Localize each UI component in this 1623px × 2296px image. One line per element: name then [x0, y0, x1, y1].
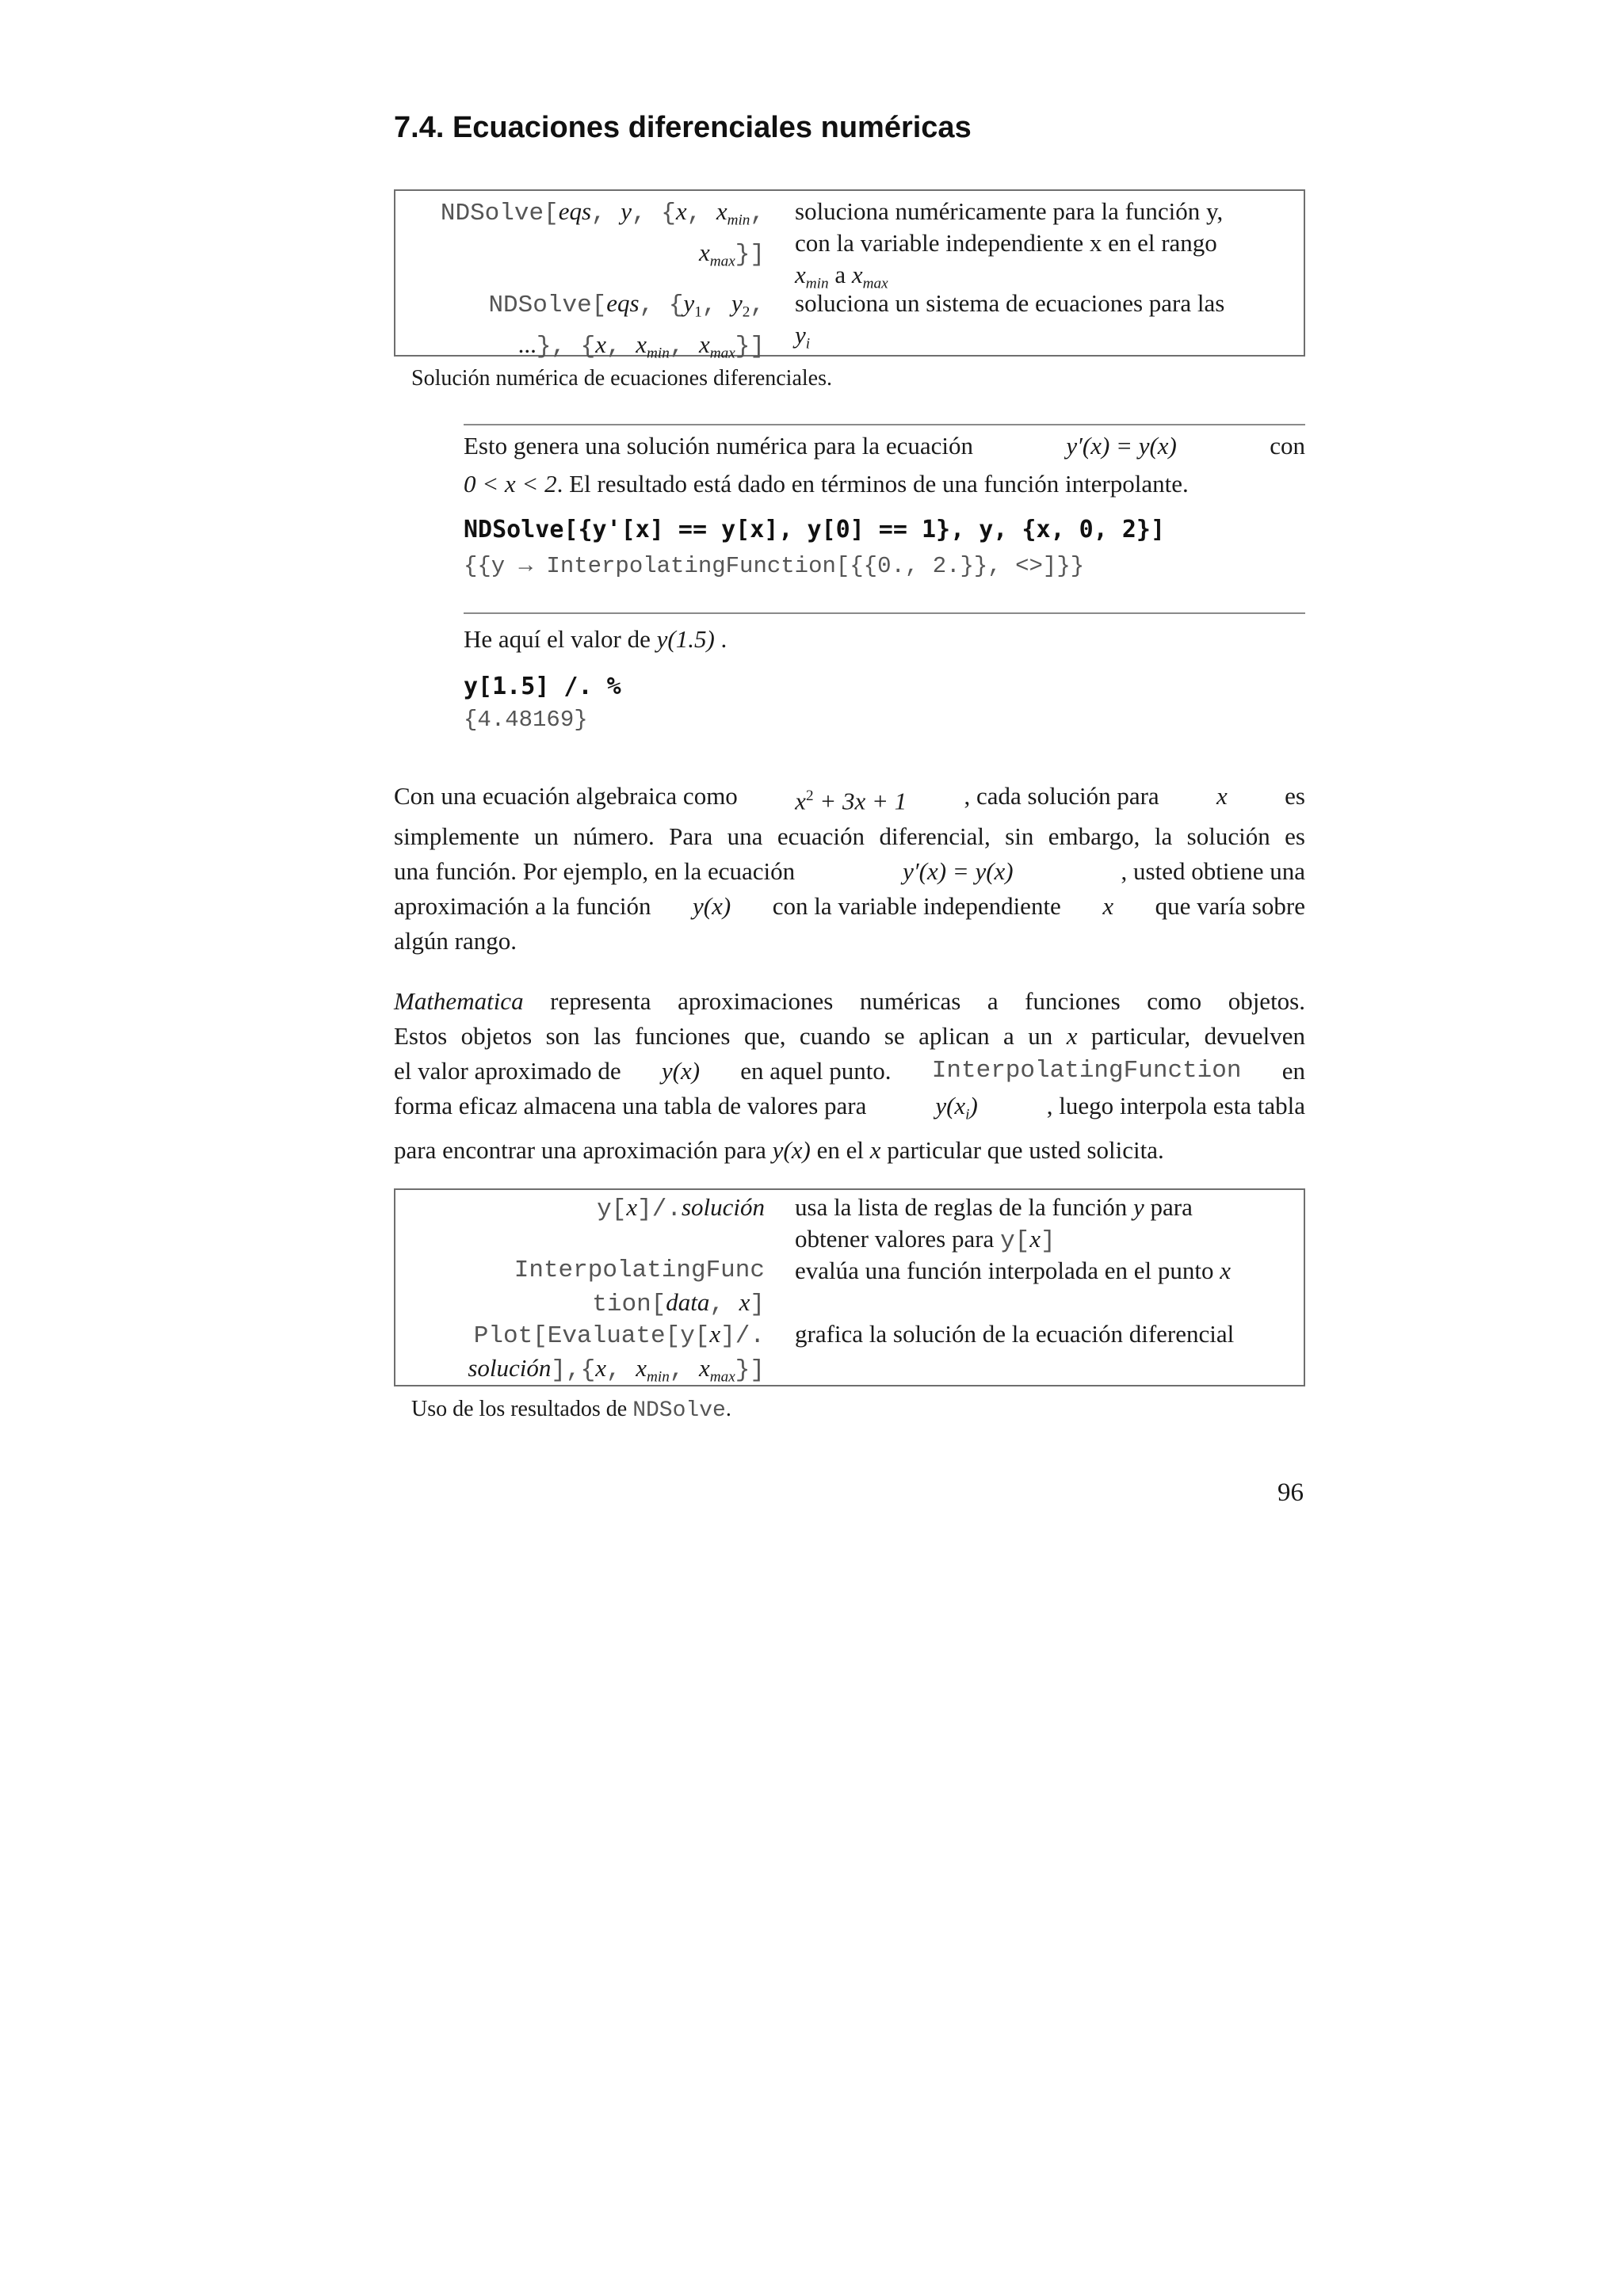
code-text: ]/.: [637, 1196, 682, 1223]
math-expression: 0 < x < 2: [464, 470, 557, 498]
description-line: con la variable independiente x en el rango: [795, 229, 1217, 257]
text-span: que varía sobre: [1155, 891, 1305, 920]
text-span: Estos objetos son las funciones que, cuando se aplican a un: [394, 1022, 1067, 1050]
code-text: }]: [735, 1356, 765, 1384]
math-var: x: [795, 261, 806, 288]
function-syntax: [395, 1255, 765, 1321]
text-span: , usted obtiene una: [1121, 856, 1305, 885]
code-text: Plot[Evaluate[y[: [473, 1322, 710, 1350]
cell-divider: [464, 424, 1305, 425]
code-text: NDSolve[: [488, 292, 607, 319]
math-var: x: [1216, 782, 1228, 810]
subscript: i: [965, 1106, 970, 1123]
arg-text: eqs: [606, 289, 640, 317]
code-text: y[: [597, 1196, 627, 1223]
caption-text: Uso de los resultados de: [411, 1397, 633, 1421]
math-expression: y′(x) = y(x): [1066, 432, 1177, 460]
arg-text: solución: [681, 1193, 765, 1221]
function-table-results: [394, 1188, 1305, 1386]
code-text: , {: [639, 292, 684, 319]
cell-text: [464, 427, 1305, 503]
arg-text: x: [1029, 1225, 1041, 1253]
code-text: , {: [632, 200, 676, 227]
function-description: [795, 288, 1302, 360]
arg-text: x: [636, 330, 647, 358]
arg-text: x: [699, 1354, 710, 1382]
function-syntax: [395, 1192, 765, 1226]
code-text: ,: [669, 1356, 700, 1384]
text-span: Esto genera una solución numérica para la ecuación: [464, 432, 973, 460]
function-table-ndsolve: [394, 189, 1305, 362]
description-text: obtener valores para: [795, 1225, 1001, 1253]
code-text: y[: [1000, 1227, 1030, 1255]
description-text: usa la lista de reglas de la función: [795, 1193, 1133, 1221]
function-description: [795, 1255, 1302, 1287]
text-span: .: [720, 625, 727, 653]
math-var: x: [1102, 891, 1114, 920]
text-span: aproximación a la función: [394, 891, 651, 920]
code-text: InterpolatingFunc: [514, 1257, 765, 1284]
description-text: para: [1144, 1193, 1193, 1221]
math-var: x: [1066, 1022, 1078, 1050]
function-description: [795, 1318, 1302, 1350]
superscript: 2: [805, 788, 814, 804]
body-paragraph: [394, 779, 1305, 959]
arg-text: y: [683, 289, 695, 317]
subscript: max: [709, 253, 735, 270]
output-code: {4.48169}: [464, 707, 588, 733]
function-syntax: [395, 288, 765, 369]
subscript: min: [727, 212, 750, 229]
arg-text: x: [699, 330, 710, 358]
math-expression: y(x): [693, 891, 731, 920]
input-code: NDSolve[{y'[x] == y[x], y[0] == 1}, y, {x, 0, 2}]: [464, 516, 1166, 543]
output-code: {{y → InterpolatingFunction[{{0., 2.}}, <>]}}: [464, 553, 1085, 579]
code-text: }, {: [536, 332, 596, 360]
code-text: }]: [735, 332, 765, 360]
text-span: con la variable independiente: [772, 891, 1061, 920]
math-var: x: [851, 261, 863, 288]
notebook-cell-ndsolve: [464, 424, 1305, 590]
arg-text: eqs: [558, 197, 592, 225]
function-description: [795, 1192, 1302, 1257]
table-row: [395, 1255, 1304, 1318]
code-text: ,: [606, 1356, 636, 1384]
subscript: 2: [742, 303, 750, 321]
arg-text: x: [626, 1193, 638, 1221]
body-paragraph: [394, 984, 1305, 1168]
math-expression: y(x: [935, 1092, 966, 1119]
table-caption: [411, 1397, 731, 1423]
inline-code: NDSolve: [632, 1398, 726, 1423]
math-expression: y′(x) = y(x): [903, 856, 1014, 885]
text-span: el valor aproximado de: [394, 1057, 621, 1085]
table-caption: Solución numérica de ecuaciones diferenciales.: [411, 366, 832, 391]
inline-code: InterpolatingFunction: [931, 1057, 1242, 1085]
code-text: ]/.: [720, 1322, 765, 1350]
subscript: max: [862, 275, 888, 292]
code-text: ,: [750, 292, 765, 319]
table-row: [395, 196, 1304, 291]
software-name: Mathematica: [394, 987, 524, 1015]
math-expression: y(x): [772, 1135, 811, 1164]
text-span: con: [1270, 432, 1305, 460]
math-var: y: [1132, 1193, 1144, 1221]
cell-text: [464, 620, 1305, 658]
text-span: Con una ecuación algebraica como: [394, 782, 738, 810]
text-span: particular que usted solicita.: [880, 1135, 1164, 1164]
function-syntax: [395, 196, 765, 277]
arg-text: x: [636, 1354, 647, 1382]
ellipsis: ...: [517, 330, 537, 358]
code-text: ,: [709, 1291, 739, 1318]
text-span: en: [1281, 1057, 1305, 1085]
code-text: NDSolve[: [440, 200, 559, 227]
subscript: 1: [694, 303, 702, 321]
code-text: ,: [606, 332, 636, 360]
description-line: grafica la solución de la ecuación diferencial: [795, 1320, 1235, 1348]
math-expression: + 3x + 1: [813, 787, 907, 815]
code-text: ,: [686, 200, 716, 227]
arg-text: x: [709, 1320, 721, 1348]
math-var: x: [869, 1135, 881, 1164]
code-text: }]: [735, 240, 765, 269]
code-text: ]: [750, 1291, 765, 1318]
text-span: en el: [810, 1135, 870, 1164]
text-span: una función. Por ejemplo, en la ecuación: [394, 856, 796, 885]
subscript: max: [709, 345, 735, 362]
math-var: y: [795, 321, 806, 349]
code-text: tion[: [592, 1291, 666, 1318]
page-number: 96: [1277, 1478, 1304, 1507]
code-text: ,: [591, 200, 621, 227]
description-text: evalúa una función interpolada en el punto: [795, 1257, 1220, 1284]
text-span: es: [1285, 782, 1305, 810]
function-description: [795, 196, 1302, 300]
code-text: ,: [750, 200, 765, 227]
table-row: [395, 288, 1304, 362]
arg-text: y: [621, 197, 632, 225]
math-var: x: [795, 787, 806, 815]
notebook-cell-evaluate: [464, 612, 1305, 747]
description-line: soluciona numéricamente para la función y,: [795, 197, 1224, 225]
section-title: 7.4. Ecuaciones diferenciales numéricas: [394, 111, 972, 144]
table-row: [395, 1192, 1304, 1255]
arg-text: x: [595, 330, 606, 358]
description-line: soluciona un sistema de ecuaciones para las: [795, 289, 1225, 317]
table-row: [395, 1318, 1304, 1385]
text-span: en aquel punto.: [740, 1057, 892, 1085]
arg-text: y: [731, 289, 743, 317]
code-text: ],{: [551, 1356, 596, 1384]
text-span: para encontrar una aproximación para: [394, 1135, 766, 1164]
text-span: , luego interpola esta tabla: [1046, 1092, 1305, 1119]
arg-text: x: [595, 1354, 606, 1382]
code-text: ,: [701, 292, 732, 319]
subscript: min: [646, 345, 670, 362]
subscript: min: [805, 275, 829, 292]
math-expression: ): [969, 1092, 978, 1119]
math-expression: y(x): [661, 1057, 701, 1085]
code-text: ,: [669, 332, 700, 360]
arg-text: x: [739, 1288, 750, 1316]
text-span: representa aproximaciones numéricas a funciones como objetos.: [523, 987, 1305, 1015]
text-span: . El resultado está dado en términos de una función interpolante.: [556, 470, 1189, 498]
text-span: , cada solución para: [964, 782, 1159, 810]
arg-text: x: [675, 197, 687, 225]
text-line: simplemente un número. Para una ecuación diferencial, sin embargo, la solución es: [394, 822, 1305, 850]
cell-divider: [464, 612, 1305, 614]
arg-text: x: [716, 197, 727, 225]
arg-text: data: [666, 1288, 710, 1316]
caption-text: .: [725, 1397, 731, 1421]
text-line: algún rango.: [394, 926, 517, 955]
text-span: particular, devuelven: [1077, 1022, 1305, 1050]
subscript: max: [709, 1368, 735, 1386]
subscript: min: [646, 1368, 670, 1386]
function-syntax: [395, 1318, 765, 1394]
text-span: forma eficaz almacena una tabla de valores para: [394, 1092, 867, 1119]
arg-text: solución: [468, 1354, 552, 1382]
input-code: y[1.5] /. %: [464, 673, 621, 700]
description-text: a: [828, 261, 852, 288]
subscript: i: [805, 335, 811, 353]
math-var: x: [1220, 1257, 1232, 1284]
text-span: He aquí el valor de: [464, 625, 651, 653]
arg-text: x: [699, 238, 710, 266]
code-text: ]: [1041, 1227, 1056, 1255]
math-expression: y(1.5): [656, 625, 715, 653]
